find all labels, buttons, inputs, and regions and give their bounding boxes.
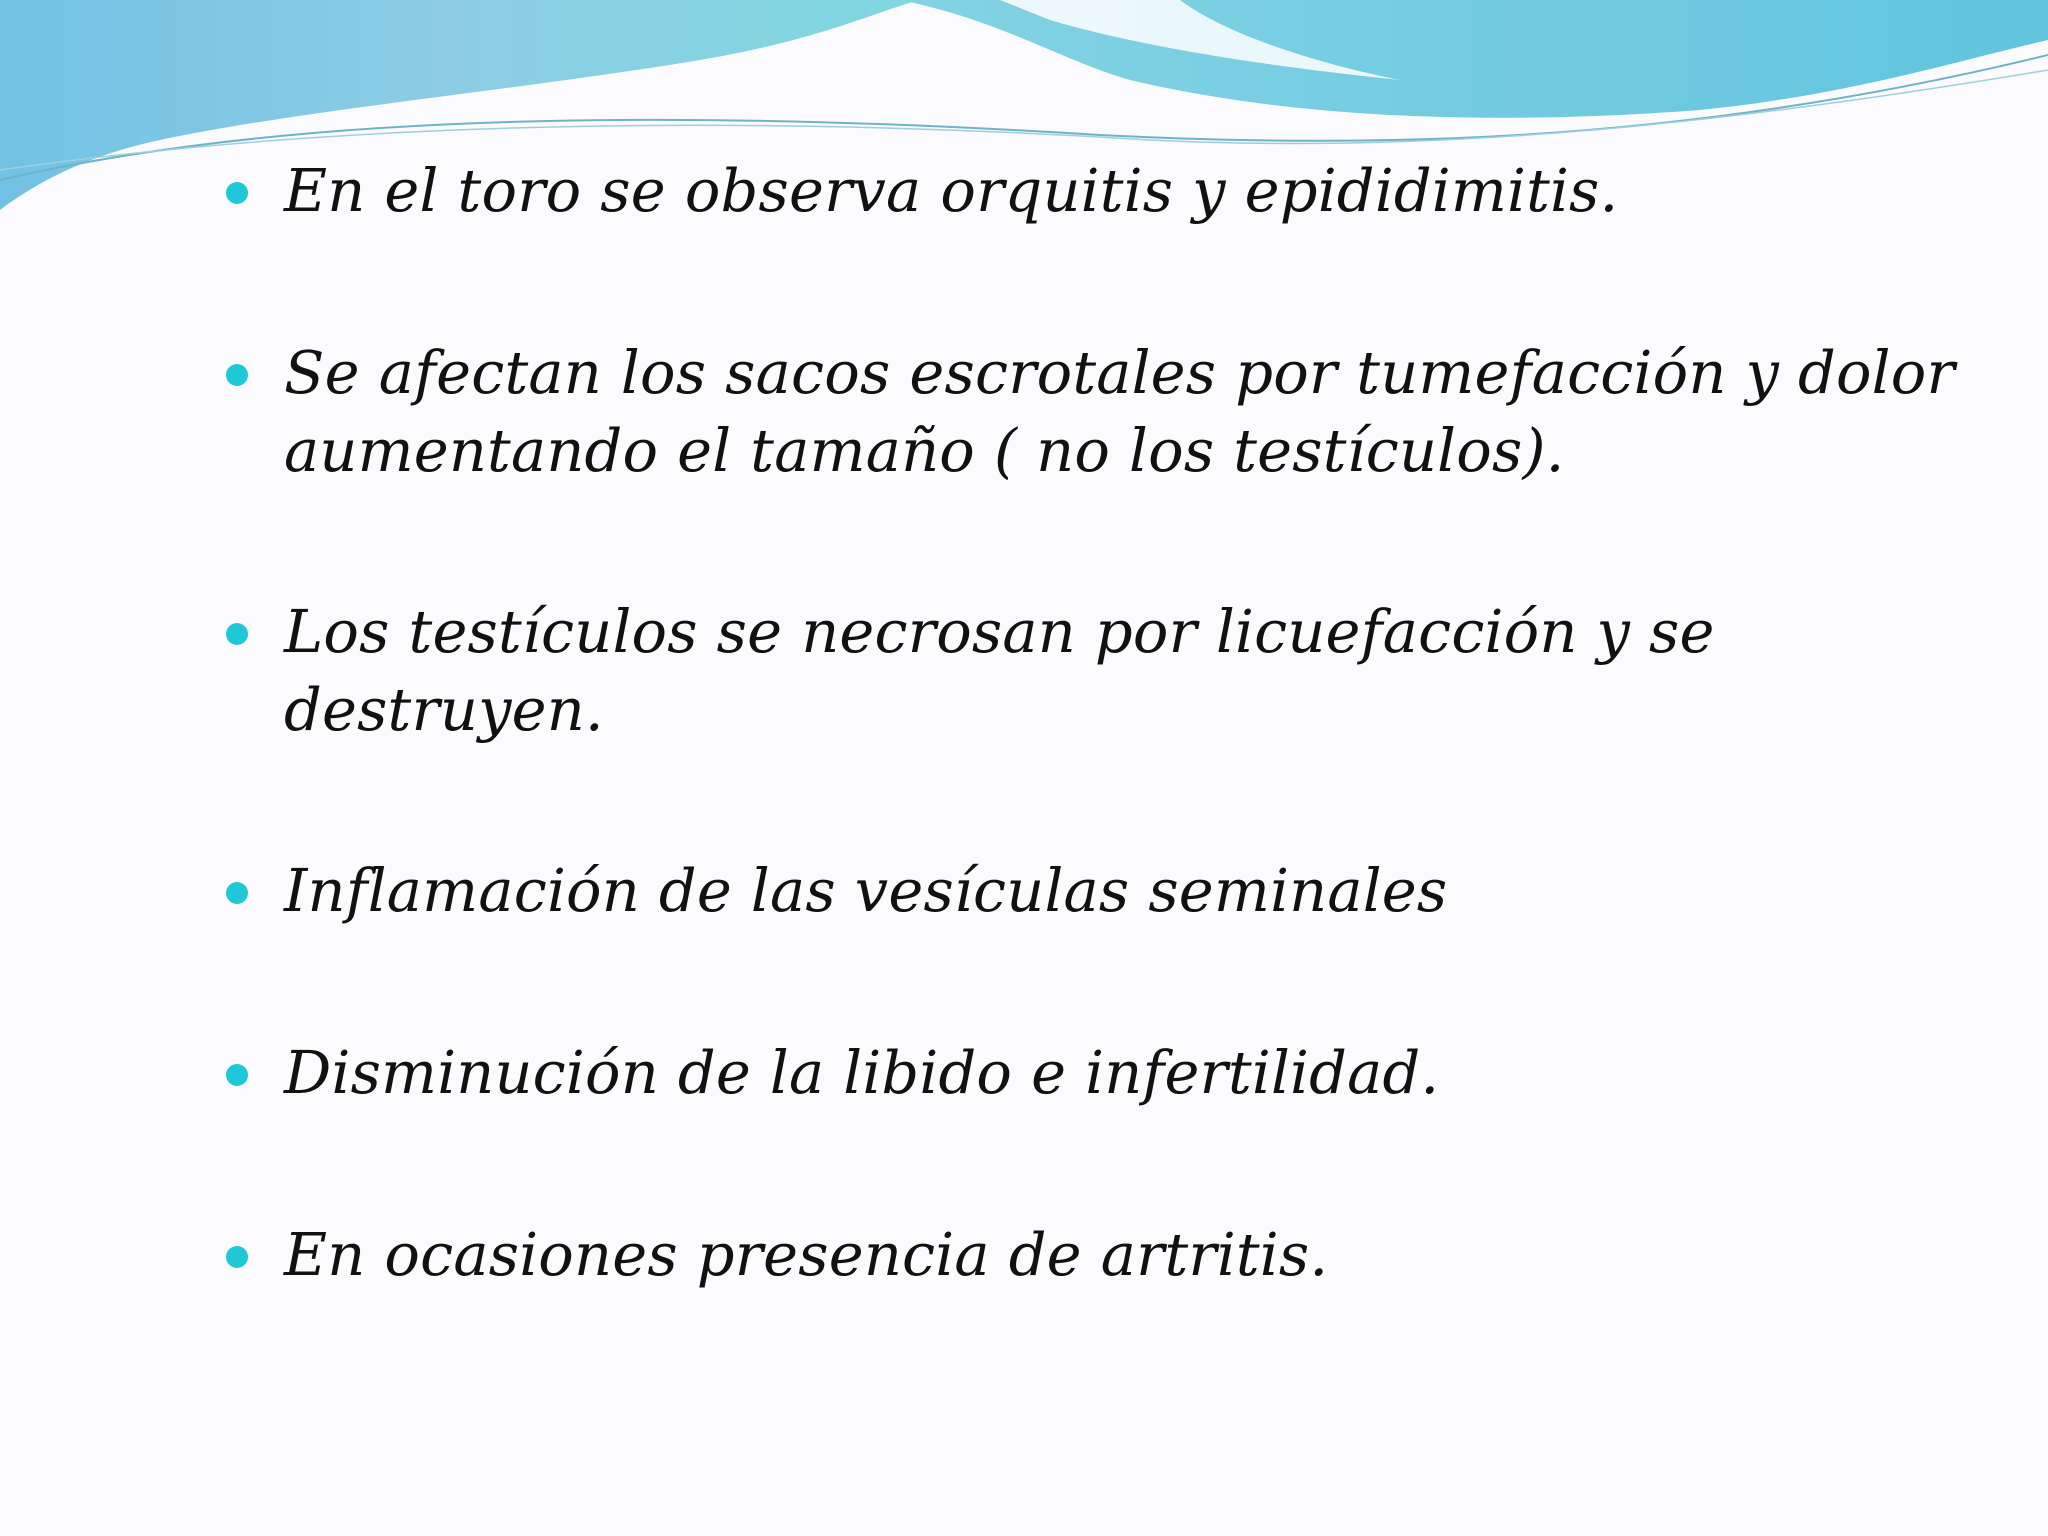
bullet-item bbox=[222, 1034, 1982, 1112]
bullet-item bbox=[222, 593, 1982, 749]
bullet-dot-icon bbox=[226, 364, 248, 386]
bullet-dot-icon bbox=[226, 623, 248, 645]
bullet-text: En el toro se observa orquitis y epididimitis. bbox=[284, 156, 1619, 225]
bullet-text: Disminución de la libido e infertilidad. bbox=[284, 1038, 1440, 1107]
bullet-item bbox=[222, 852, 1982, 930]
bullet-text: En ocasiones presencia de artritis. bbox=[284, 1220, 1329, 1289]
bullet-item bbox=[222, 334, 1982, 490]
bullet-dot-icon bbox=[226, 882, 248, 904]
bullet-item bbox=[222, 152, 1982, 230]
bullet-text: Los testículos se necrosan por licuefacción y se destruyen. bbox=[284, 597, 1715, 744]
bullet-list bbox=[222, 148, 1982, 1294]
bullet-text: Inflamación de las vesículas seminales bbox=[284, 856, 1448, 925]
bullet-dot-icon bbox=[226, 182, 248, 204]
bullet-item bbox=[222, 1216, 1982, 1294]
bullet-text: Se afectan los sacos escrotales por tumefacción y dolor aumentando el tamaño ( no los testículos). bbox=[284, 338, 1955, 485]
bullet-dot-icon bbox=[226, 1246, 248, 1268]
bullet-dot-icon bbox=[226, 1064, 248, 1086]
